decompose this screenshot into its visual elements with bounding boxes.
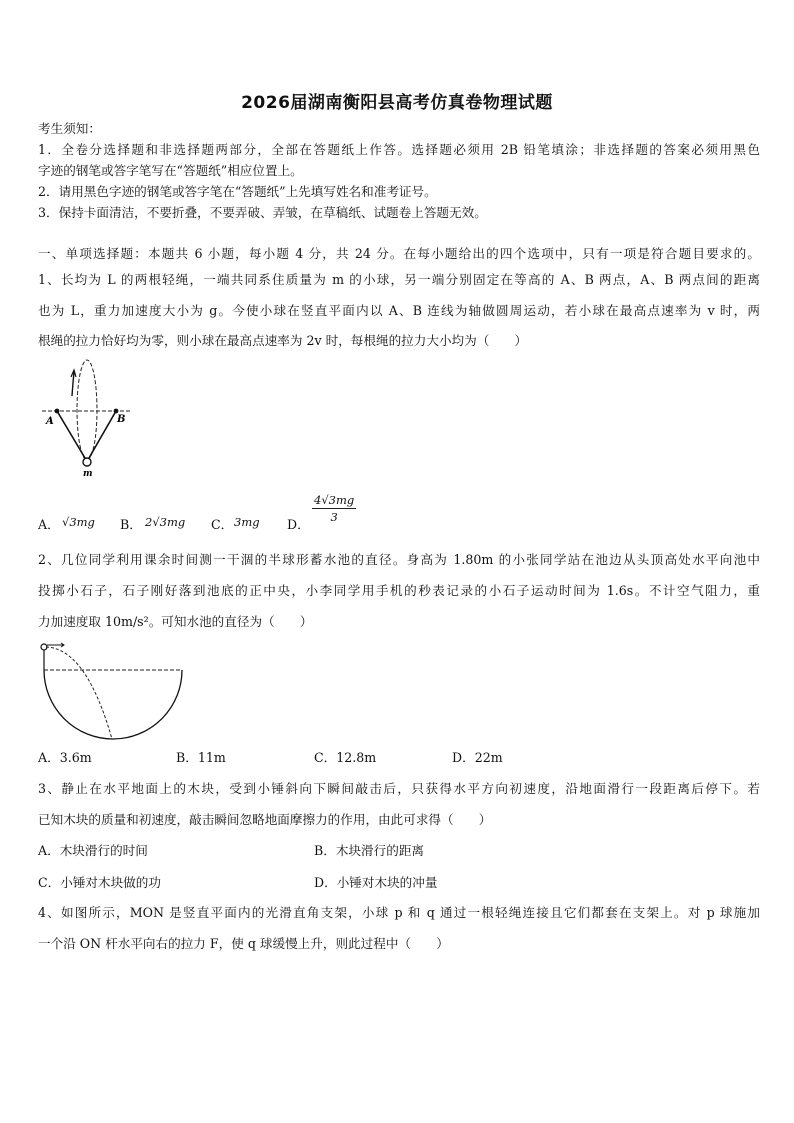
label-b: B	[117, 414, 126, 425]
label-m: m	[83, 469, 93, 478]
page-title: 2026届湖南衡阳县高考仿真卷物理试题	[241, 93, 553, 113]
notice-heading: 考生须知：	[38, 121, 101, 136]
q1-option-c-label[interactable]: C．	[211, 517, 234, 532]
q1-option-d-fraction	[312, 493, 356, 524]
q3-option-c[interactable]: C．小锤对木块做的功	[38, 875, 161, 890]
q1-line-3: 根绳的拉力恰好均为零，则小球在最高点速率为 2v 时，每根绳的拉力大小均为（ ）	[38, 333, 528, 348]
q1-line-1: 1、长均为 L 的两根轻绳，一端共同系住质量为 m 的小球，另一端分别固定在等高的 A、B 两点，A、B 两点间的距离	[38, 272, 760, 287]
notice-line-1: 1．全卷分选择题和非选择题两部分，全部在答题纸上作答。选择题必须用 2B 铅笔填涂；非选择题的答案必须用黑色	[38, 142, 760, 157]
q1-option-c-value: 3mg	[234, 515, 260, 529]
q2-option-c[interactable]: C．12.8m	[314, 750, 377, 765]
section-heading: 一、单项选择题：本题共 6 小题，每小题 4 分，共 24 分。在每小题给出的四个选项中，只有一项是符合题目要求的。	[38, 246, 760, 261]
q3-line-1: 3、静止在水平地面上的木块，受到小锤斜向下瞬间敲击后，只获得水平方向初速度，沿地面滑行一段距离后停下。若	[38, 781, 760, 796]
q2-line-2: 投掷小石子，石子刚好落到池底的正中央，小李同学用手机的秒表记录的小石子运动时间为 1.6s。不计空气阻力，重	[38, 583, 760, 598]
q2-option-a[interactable]: A．3.6m	[38, 750, 92, 765]
q2-line-3: 力加速度取 10m/s²。可知水池的直径为（ ）	[38, 614, 313, 629]
fraction-numerator: 4√3mg	[314, 493, 355, 507]
q3-option-b[interactable]: B．木块滑行的距离	[314, 843, 425, 858]
q2-option-b[interactable]: B．11m	[176, 750, 226, 765]
q1-option-b-value: 2√3mg	[145, 515, 186, 529]
q2-option-d[interactable]: D．22m	[452, 750, 503, 765]
q2-line-1: 2、几位同学利用课余时间测一干涸的半球形蓄水池的直径。身高为 1.80m 的小张同学站在池边从头顶高处水平向池中	[38, 552, 760, 567]
label-a: A	[46, 416, 54, 427]
q1-option-a-value: √3mg	[62, 515, 95, 529]
q3-line-2: 已知木块的质量和初速度，敲击瞬间忽略地面摩擦力的作用，由此可求得（ ）	[38, 812, 492, 827]
q3-option-a[interactable]: A．木块滑行的时间	[38, 843, 148, 858]
q1-option-a-label[interactable]: A．	[38, 517, 60, 532]
q4-line-2: 一个沿 ON 杆水平向右的拉力 F，使 q 球缓慢上升，则此过程中（ ）	[38, 936, 449, 951]
notice-line-3: 2．请用黑色字迹的钢笔或答字笔在“答题纸”上先填写姓名和准考证号。	[38, 184, 437, 199]
q1-line-2: 也为 L，重力加速度大小为 g。今使小球在竖直平面内以 A、B 连线为轴做圆周运动，若小球在最高点速率为 v 时，两	[38, 303, 760, 318]
q1-figure	[38, 358, 138, 478]
q4-line-1: 4、如图所示，MON 是竖直平面内的光滑直角支架，小球 p 和 q 通过一根轻绳连接且它们都套在支架上。对 p 球施加	[38, 905, 760, 920]
q1-option-b-label[interactable]: B．	[120, 517, 142, 532]
q3-option-d[interactable]: D．小锤对木块的冲量	[314, 875, 438, 890]
q2-figure	[36, 638, 186, 744]
notice-line-4: 3．保持卡面清洁，不要折叠，不要弄破、弄皱，在草稿纸、试题卷上答题无效。	[38, 205, 487, 220]
fraction-denominator: 3	[330, 510, 338, 524]
notice-line-2: 字迹的钢笔或答字笔写在“答题纸”相应位置上。	[38, 163, 303, 178]
q1-option-d-label[interactable]: D．	[287, 517, 310, 532]
